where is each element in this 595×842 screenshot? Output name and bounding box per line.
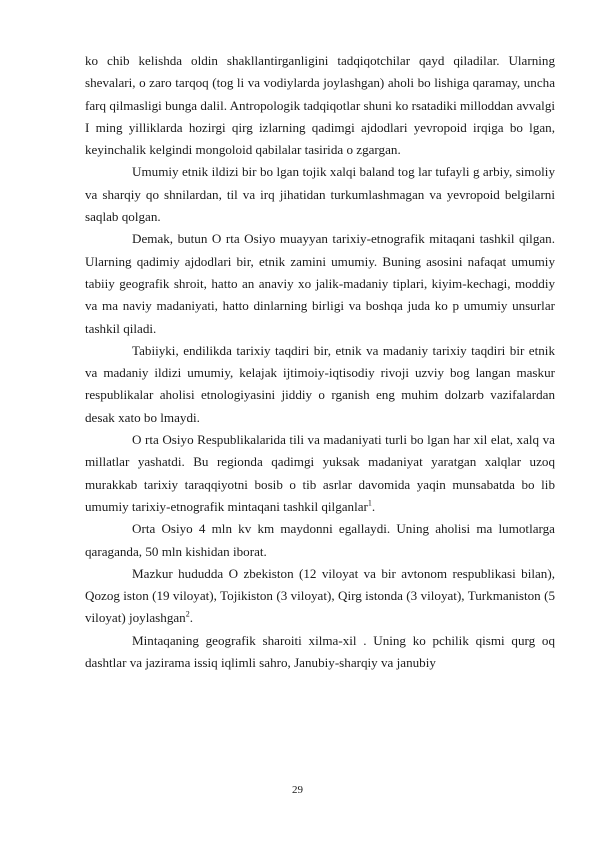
paragraph-1 xyxy=(85,50,555,161)
paragraph-5: O rta Osiyo Respublikalarida tili va madaniyati turli bo lgan har xil elat, xalq va millatlar yashatdi. Bu regionda qadimgi yuksak madaniyat yaratgan xalqlar uzoq murakkab tarixiy taraqqiyotni bosib o tib asrlar davomida yaqin munsabatda bo lib umumiy tarixiy-etnografik mintaqani tashkil qilganlar$^1$. xyxy=(85,432,555,514)
footnote-marker[interactable]: 2 xyxy=(185,610,190,620)
paragraph-4 xyxy=(85,340,555,429)
paragraph-text: Umumiy etnik ildizi bir bo lgan tojik xalqi baland tog lar tufayli g arbiy, simoliy va sharqiy qo shnilardan, til va irq jihatidan turkumlashmagan va yevropoid belgilarni saqlab qolgan. xyxy=(85,164,555,225)
page-body xyxy=(85,50,555,674)
paragraph-text: Mazkur hududda O zbekiston (12 viloyat va bir avtonom respublikasi bilan), Qozog iston (19 viloyat), Tojikiston (3 viloyat), Qirg istonda (3 viloyat), Turkmaniston (5 viloyat) joylashgan xyxy=(85,565,555,626)
paragraph-7: Mazkur hududda O zbekiston (12 viloyat va bir avtonom respublikasi bilan), Qozog iston (19 viloyat), Tojikiston (3 viloyat), Qirg istonda (3 viloyat), Turkmaniston (5 viloyat) joylashgan$^2$. xyxy=(85,565,555,626)
page-number: 29 xyxy=(292,784,303,796)
paragraph-3 xyxy=(85,228,555,339)
paragraph-text: Demak, butun O rta Osiyo muayyan tarixiy-etnografik mitaqani tashkil qilgan. Ularning qadimiy ajdodlari bir, etnik zamini umumiy. Buning asosini nafaqat umumiy tabiiy geografik shroit, hatto an anaviy xo jalik-madaniy tiplari, kiyim-kechagi, moddiy va ma naviy madaniyati, hatto dinlarning birligi va boshqa juda ko p umumiy unsurlar tashkil qiladi. xyxy=(85,231,555,336)
paragraph-6 xyxy=(85,518,555,563)
paragraph-text: ko chib kelishda oldin shakllantirganligini tadqiqotchilar qayd qiladilar. Ularning shevalari, o zaro tarqoq (tog li va vodiylarda joylashgan) aholi bo lishiga qaramay, uncha farq qilmasligi bunga dalil. Antropologik tadqiqotlar shuni ko rsatadiki milloddan avvalgi I ming yilliklarda hozirgi qirg izlarning qadimgi ajdodlari yevropoid irqiga bo lgan, keyinchalik kelgindi mongoloid qabilalar tasirida o zgargan. xyxy=(85,53,555,158)
footnote-marker[interactable]: 1 xyxy=(367,498,372,508)
paragraph-8 xyxy=(85,630,555,675)
paragraph-text: Mintaqaning geografik sharoiti xilma-xil . Uning ko pchilik qismi qurg oq dashtlar va jazirama issiq iqlimli sahro, Janubiy-sharqiy va janubiy xyxy=(85,632,555,671)
paragraph-2 xyxy=(85,161,555,228)
paragraph-text: O rta Osiyo Respublikalarida tili va madaniyati turli bo lgan har xil elat, xalq va millatlar yashatdi. Bu regionda qadimgi yuksak madaniyat yaratgan xalqlar uzoq murakkab tarixiy taraqqiyotni bosib o tib asrlar davomida yaqin munsabatda bo lib umumiy tarixiy-etnografik mintaqani tashkil qilganlar xyxy=(85,432,555,514)
paragraph-text: Orta Osiyo 4 mln kv km maydonni egallaydi. Uning aholisi ma lumotlarga qaraganda, 50 mln kishidan iborat. xyxy=(85,521,555,559)
paragraph-text: Tabiiyki, endilikda tarixiy taqdiri bir, etnik va madaniy tarixiy taqdiri bir etnik va madaniy ildizi umumiy, kelajak ijtimoiy-iqtisodiy rivoji uzviy bog langan maskur respublikalar aholisi etnologiyasini jiddiy o rganish eng muhim dolzarb vazifalardan desak xato bo lmaydi. xyxy=(85,342,555,425)
